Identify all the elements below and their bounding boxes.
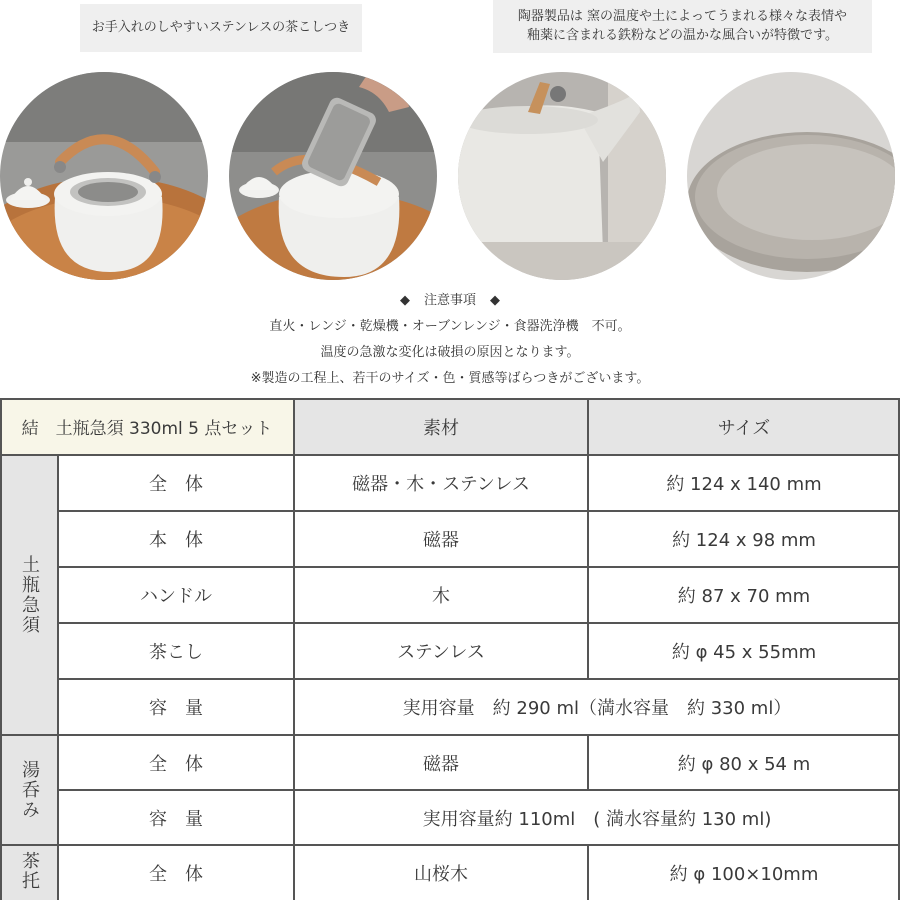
group-yunomi (0, 735, 58, 845)
table-rule (293, 398, 295, 900)
header-size (588, 398, 900, 455)
part-label: 全 体 (149, 474, 203, 495)
row-part (58, 511, 294, 567)
capacity-value: 実用容量約 110ml ( 満水容量約 130 ml) (422, 808, 772, 830)
caution-heading (0, 288, 900, 314)
row-part (58, 735, 294, 790)
size-value: 約 φ 45 x 55mm (671, 642, 817, 663)
part-label: ハンドル (140, 586, 212, 607)
row-part (58, 623, 294, 679)
caution-title: 注意事項 (423, 293, 476, 308)
group-chataku-label: 茶托 (19, 851, 40, 891)
row-part (58, 455, 294, 511)
photo-glaze-closeup (458, 72, 666, 280)
size-value: 約 124 x 140 mm (666, 474, 822, 495)
table-rule (0, 454, 900, 456)
row-part (58, 845, 294, 900)
part-label: 茶こし (149, 642, 203, 663)
caption-ceramic-line2: 釉薬に含まれる鉄粉などの温かな風合いが特徴です。 (527, 27, 838, 43)
row-size (588, 845, 900, 900)
product-name: 結 土瓶急須 330ml 5 点セット (21, 419, 273, 439)
size-value: 約 87 x 70 mm (677, 586, 811, 607)
row-part (58, 567, 294, 623)
size-value: 約 φ 100×10mm (669, 863, 819, 885)
caption-ceramic (493, 0, 872, 53)
row-capacity (294, 790, 900, 845)
diamond-icon: ◆ (490, 293, 500, 308)
caution-line-3: ※製造の工程上、若干のサイズ・色・質感等ばらつきがございます。 (250, 371, 650, 386)
row-material (294, 455, 588, 511)
row-material (294, 845, 588, 900)
table-rule (587, 735, 589, 790)
product-name-cell (0, 398, 294, 455)
table-rule (58, 678, 900, 680)
row-material (294, 567, 588, 623)
caption-strainer-text: お手入れのしやすいステンレスの茶こしつき (91, 19, 351, 35)
table-rule (58, 789, 900, 791)
photo-teapot-with-strainer (0, 72, 208, 280)
table-border (0, 398, 900, 400)
capacity-value: 実用容量 約 290 ml（満水容量 約 330 ml） (402, 698, 792, 719)
material-value: 磁器・木・ステンレス (352, 474, 530, 495)
table-rule (58, 510, 900, 512)
size-value: 約 φ 80 x 54 m (677, 753, 811, 775)
table-rule (57, 455, 59, 900)
photo-inserting-strainer (229, 72, 437, 280)
table-rule (587, 398, 589, 679)
table-rule (58, 622, 900, 624)
part-label: 全 体 (149, 753, 203, 775)
size-value: 約 124 x 98 mm (672, 530, 816, 551)
group-dobin-label: 土瓶急須 (19, 555, 40, 635)
caution-line-2: 温度の急激な変化は破損の原因となります。 (320, 345, 580, 360)
material-value: 磁器 (423, 530, 459, 551)
part-label: 容 量 (149, 808, 203, 830)
material-value: 木 (432, 586, 450, 607)
row-size (588, 455, 900, 511)
caption-strainer (80, 4, 362, 52)
header-material (294, 398, 588, 455)
header-material-label: 素材 (423, 417, 459, 439)
part-label: 容 量 (149, 698, 203, 719)
material-value: ステンレス (397, 642, 485, 663)
caution-line-1: 直火・レンジ・乾燥機・オーブンレンジ・食器洗浄機 不可。 (269, 319, 631, 334)
material-value: 山桜木 (414, 863, 468, 885)
table-rule (587, 845, 589, 900)
row-size (588, 623, 900, 679)
table-rule (0, 734, 900, 736)
row-material (294, 735, 588, 790)
row-material (294, 511, 588, 567)
row-size (588, 511, 900, 567)
material-value: 磁器 (423, 753, 459, 775)
part-label: 本 体 (149, 530, 203, 551)
row-capacity (294, 679, 900, 735)
caution-notes (0, 288, 900, 392)
header-size-label: サイズ (717, 417, 771, 439)
group-chataku (0, 845, 58, 900)
part-label: 全 体 (149, 863, 203, 885)
row-part (58, 679, 294, 735)
row-material (294, 623, 588, 679)
row-size (588, 567, 900, 623)
table-rule (58, 566, 900, 568)
spec-table (0, 398, 900, 900)
row-size (588, 735, 900, 790)
table-border (0, 398, 2, 900)
photo-saucer (687, 72, 895, 280)
row-part (58, 790, 294, 845)
group-yunomi-label: 湯呑み (19, 760, 40, 820)
table-rule (0, 844, 900, 846)
group-dobin (0, 455, 58, 735)
diamond-icon: ◆ (399, 293, 410, 308)
caption-ceramic-line1: 陶器製品は 窯の温度や土によってうまれる様々な表情や (517, 8, 848, 24)
